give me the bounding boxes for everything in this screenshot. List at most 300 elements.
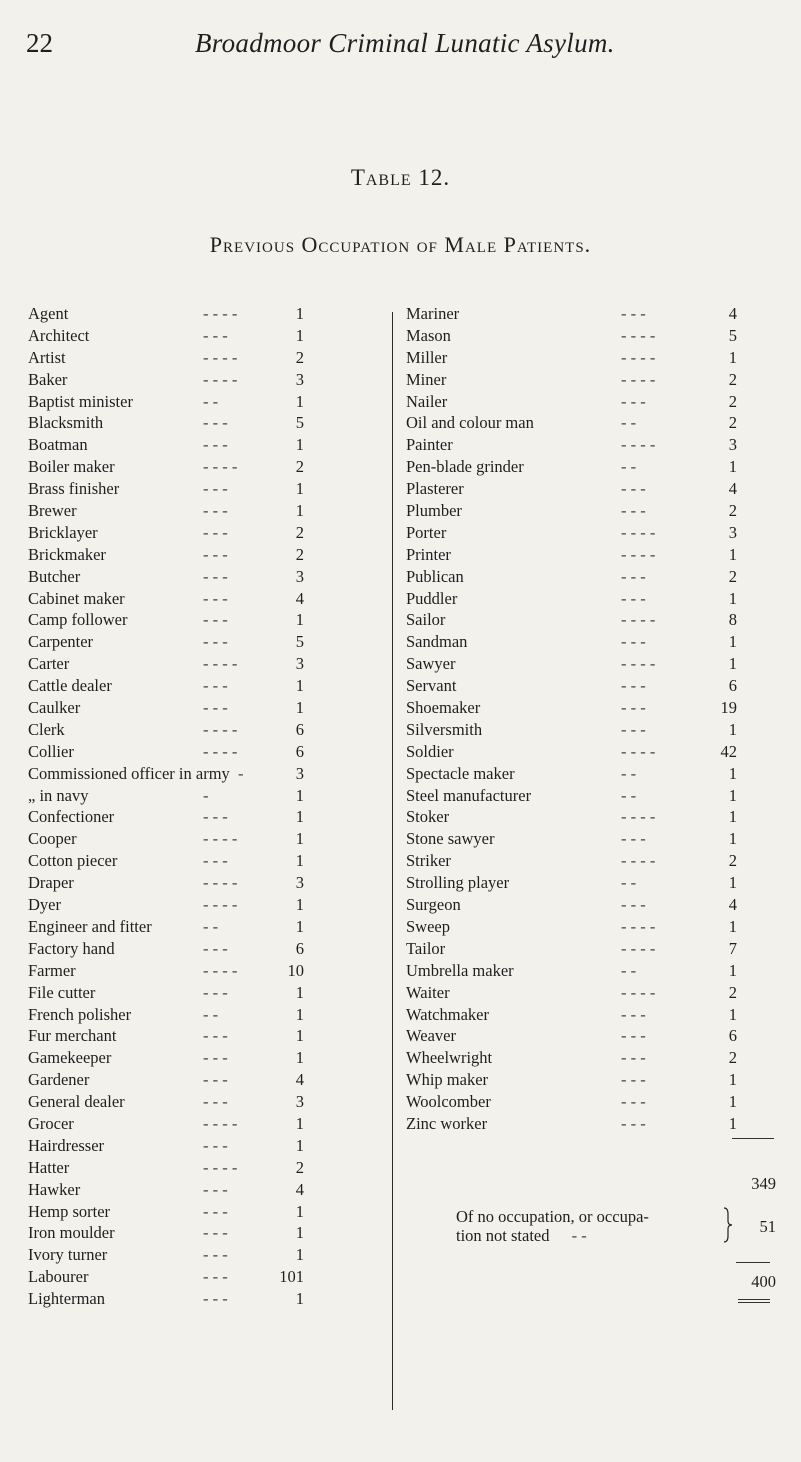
- no-occupation-note: [456, 1207, 649, 1245]
- table-row: [406, 872, 770, 894]
- no-occupation-line-1: Of no occupation, or occupa-: [456, 1207, 649, 1226]
- table-row: [28, 960, 390, 982]
- table-row: [28, 1047, 390, 1069]
- table-row: [406, 938, 770, 960]
- occupation-name: Dyer: [28, 895, 61, 915]
- table-row: [28, 1091, 390, 1113]
- patient-count: 5: [728, 325, 737, 345]
- occupation-name: Stone sawyer: [406, 829, 495, 849]
- leader-dashes: - - - -: [203, 347, 238, 367]
- occupation-name: Draper: [28, 873, 74, 893]
- table-row: [406, 566, 770, 588]
- patient-count: 2: [728, 413, 737, 433]
- leader-dashes: - - -: [621, 1048, 646, 1068]
- leader-dashes: - - - -: [203, 369, 238, 389]
- occupation-name: Spectacle maker: [406, 763, 515, 783]
- occupation-name: Hemp sorter: [28, 1201, 111, 1221]
- patient-count: 1: [728, 457, 737, 477]
- occupation-name: Steel manufacturer: [406, 785, 532, 805]
- patient-count: 2: [295, 544, 304, 564]
- leader-dashes: - - - -: [203, 304, 238, 323]
- table-row: [406, 785, 770, 807]
- patient-count: 3: [295, 566, 304, 586]
- patient-count: 2: [728, 1048, 737, 1068]
- patient-count: 1: [728, 873, 737, 893]
- leader-dashes: - -: [621, 873, 637, 893]
- patient-count: 1: [295, 916, 304, 936]
- total-rule: [736, 1262, 770, 1263]
- table-row: [406, 303, 770, 325]
- table-row: [406, 763, 770, 785]
- patient-count: 6: [728, 676, 737, 696]
- occupation-name: Camp follower: [28, 610, 128, 630]
- occupation-name: Miller: [406, 347, 448, 367]
- table-row: [406, 631, 770, 653]
- leader-dashes: - - - -: [621, 654, 656, 674]
- table-row: [28, 982, 390, 1004]
- occupation-name: Plasterer: [406, 479, 464, 499]
- patient-count: 3: [295, 1092, 304, 1112]
- table-row: [28, 347, 390, 369]
- occupation-name: Gamekeeper: [28, 1048, 112, 1068]
- leader-dashes: - - -: [203, 1048, 228, 1068]
- leader-dashes: - - - -: [203, 829, 238, 849]
- leader-dashes: - - - -: [203, 1157, 238, 1177]
- patient-count: 8: [728, 610, 737, 630]
- leader-dashes: - - -: [203, 479, 228, 499]
- leader-dashes: - - -: [203, 522, 228, 542]
- table-row: [406, 828, 770, 850]
- leader-dashes: - - - -: [203, 741, 238, 761]
- table-row: [28, 894, 390, 916]
- leader-dashes: - - -: [621, 698, 646, 718]
- occupation-name: Shoemaker: [406, 698, 481, 718]
- leader-dashes: - - - -: [203, 873, 238, 893]
- table-row: [28, 763, 390, 785]
- leader-dashes: - - - -: [621, 369, 656, 389]
- table-row: [28, 1069, 390, 1091]
- patient-count: 1: [728, 632, 737, 652]
- patient-count: 1: [295, 1289, 304, 1309]
- patient-count: 4: [728, 304, 737, 323]
- occupation-name: Hairdresser: [28, 1135, 105, 1155]
- patient-count: 3: [728, 435, 737, 455]
- leader-dashes: - - - -: [203, 457, 238, 477]
- leader-dashes: - - -: [621, 391, 646, 411]
- occupation-name: Watchmaker: [406, 1004, 489, 1024]
- leader-dashes: - - -: [621, 632, 646, 652]
- patient-count: 42: [720, 741, 737, 761]
- patient-count: 4: [295, 1070, 304, 1090]
- leader-dashes: - - -: [203, 544, 228, 564]
- leader-dashes: - - -: [203, 851, 228, 871]
- leader-dashes: - - - -: [621, 522, 656, 542]
- table-row: [406, 1004, 770, 1026]
- table-row: [28, 697, 390, 719]
- occupation-name: Carter: [28, 654, 70, 674]
- patient-count: 1: [295, 829, 304, 849]
- occupation-name: Agent: [28, 304, 69, 323]
- occupation-name: Boiler maker: [28, 457, 115, 477]
- table-row: [406, 1025, 770, 1047]
- patient-count: 1: [295, 1223, 304, 1243]
- leader-dashes: - - -: [203, 501, 228, 521]
- table-row: [406, 347, 770, 369]
- patient-count: 1: [295, 304, 304, 323]
- occupation-name: Soldier: [406, 741, 454, 761]
- occupation-name: Brass finisher: [28, 479, 120, 499]
- patient-count: 4: [728, 479, 737, 499]
- table-row: [406, 806, 770, 828]
- occupation-name: Silversmith: [406, 719, 483, 739]
- patient-count: 2: [728, 851, 737, 871]
- occupation-name: Sailor: [406, 610, 446, 630]
- patient-count: 1: [728, 1004, 737, 1024]
- table-row: [406, 500, 770, 522]
- patient-count: 1: [728, 654, 737, 674]
- patient-count: 1: [295, 1135, 304, 1155]
- subtotal-value: 349: [751, 1174, 776, 1193]
- occupation-name: Grocer: [28, 1113, 74, 1133]
- patient-count: 2: [295, 347, 304, 367]
- table-row: [28, 1179, 390, 1201]
- occupation-name: Strolling player: [406, 873, 510, 893]
- leader-dashes: -: [238, 763, 244, 783]
- leader-dashes: - - - -: [621, 325, 656, 345]
- leader-dashes: - - -: [621, 1004, 646, 1024]
- leader-dashes: - - -: [203, 807, 228, 827]
- occupation-name: Mason: [406, 325, 451, 345]
- table-row: [28, 653, 390, 675]
- table-row: [28, 785, 390, 807]
- occupation-name: Surgeon: [406, 895, 461, 915]
- occupation-name: Architect: [28, 325, 90, 345]
- table-row: [28, 1266, 390, 1288]
- patient-count: 1: [728, 807, 737, 827]
- table-row: [406, 434, 770, 456]
- occupation-name: Umbrella maker: [406, 960, 514, 980]
- running-title: Broadmoor Criminal Lunatic Asylum.: [195, 28, 615, 58]
- patient-count: 1: [295, 1026, 304, 1046]
- table-title: Table 12.: [350, 165, 451, 190]
- table-row: [28, 434, 390, 456]
- table-row: [28, 325, 390, 347]
- leader-dashes: - -: [203, 391, 219, 411]
- patient-count: 7: [728, 938, 737, 958]
- patient-count: 1: [295, 325, 304, 345]
- patient-count: 1: [295, 807, 304, 827]
- page-number: 22: [26, 28, 53, 58]
- occupation-name: Wheelwright: [406, 1048, 493, 1068]
- leader-dashes: - - - -: [203, 654, 238, 674]
- leader-dashes: - -: [621, 457, 637, 477]
- leader-dashes: - - -: [621, 1092, 646, 1112]
- occupation-name: Boatman: [28, 435, 88, 455]
- table-row: [28, 850, 390, 872]
- occupation-name: Farmer: [28, 960, 76, 980]
- occupation-name: Plumber: [406, 501, 462, 521]
- table-row: [406, 456, 770, 478]
- leader-dashes: - - -: [621, 566, 646, 586]
- occupation-name: Fur merchant: [28, 1026, 117, 1046]
- table-row: [28, 391, 390, 413]
- leader-dashes: - - -: [203, 1070, 228, 1090]
- leader-dashes: - - -: [621, 588, 646, 608]
- leader-dashes: - - -: [621, 1070, 646, 1090]
- occupation-name: Baptist minister: [28, 391, 133, 411]
- patient-count: 1: [728, 763, 737, 783]
- table-row: [406, 391, 770, 413]
- table-row: [28, 1135, 390, 1157]
- patient-count: 1: [295, 895, 304, 915]
- occupation-name: Hatter: [28, 1157, 70, 1177]
- occupation-name: Puddler: [406, 588, 458, 608]
- leader-dashes: - - - -: [621, 916, 656, 936]
- occupation-name: Carpenter: [28, 632, 94, 652]
- patient-count: 1: [728, 719, 737, 739]
- occupation-name: Clerk: [28, 719, 65, 739]
- leader-dashes: - -: [621, 960, 637, 980]
- table-row: [28, 369, 390, 391]
- patient-count: 4: [728, 895, 737, 915]
- occupation-name: General dealer: [28, 1092, 125, 1112]
- patient-count: 1: [728, 588, 737, 608]
- occupation-name: Confectioner: [28, 807, 115, 827]
- patient-count: 1: [295, 785, 304, 805]
- occupation-name: Pen-blade grinder: [406, 457, 524, 477]
- leader-dashes: - - -: [203, 1289, 228, 1309]
- no-occupation-line-2-wrap: [456, 1226, 649, 1245]
- leader-dashes: - - -: [621, 895, 646, 915]
- table-row: [28, 609, 390, 631]
- table-row: [406, 653, 770, 675]
- table-row: [28, 303, 390, 325]
- patient-count: 2: [728, 982, 737, 1002]
- leader-dashes: - - -: [621, 719, 646, 739]
- leader-dashes: - - -: [203, 676, 228, 696]
- leader-dashes: - - -: [203, 1223, 228, 1243]
- leader-dashes: - - -: [621, 1113, 646, 1133]
- table-row: [406, 369, 770, 391]
- occupation-name: Cooper: [28, 829, 77, 849]
- table-row: [406, 916, 770, 938]
- column-divider: [392, 312, 393, 1410]
- table-row: [406, 982, 770, 1004]
- leader-dashes: - - - -: [203, 895, 238, 915]
- leader-dashes: - - -: [203, 938, 228, 958]
- patient-count: 4: [295, 588, 304, 608]
- patient-count: 3: [295, 369, 304, 389]
- table-row: [406, 544, 770, 566]
- occupation-name: Sawyer: [406, 654, 456, 674]
- patient-count: 19: [720, 698, 737, 718]
- patient-count: 1: [295, 698, 304, 718]
- occupation-name: File cutter: [28, 982, 96, 1002]
- table-row: [406, 588, 770, 610]
- table-row: [28, 1288, 390, 1310]
- leader-dashes: - - - -: [621, 851, 656, 871]
- table-row: [28, 456, 390, 478]
- no-occupation-dashes: - -: [571, 1226, 587, 1245]
- patient-count: 2: [295, 522, 304, 542]
- leader-dashes: - - - -: [621, 610, 656, 630]
- table-row: [28, 1201, 390, 1223]
- leader-dashes: - - -: [203, 632, 228, 652]
- table-row: [406, 1113, 770, 1135]
- leader-dashes: - - -: [203, 610, 228, 630]
- occupation-name: Bricklayer: [28, 522, 98, 542]
- patient-count: 1: [295, 501, 304, 521]
- occupation-name: Commissioned officer in army: [28, 763, 230, 783]
- leader-dashes: - - - -: [621, 807, 656, 827]
- occupation-name: Tailor: [406, 938, 446, 958]
- patient-count: 3: [295, 873, 304, 893]
- leader-dashes: - - - -: [203, 1113, 238, 1133]
- patient-count: 6: [728, 1026, 737, 1046]
- table-row: [28, 675, 390, 697]
- leader-dashes: - - -: [203, 1267, 228, 1287]
- leader-dashes: - - -: [621, 304, 646, 323]
- table-row: [406, 522, 770, 544]
- occupation-name: Sandman: [406, 632, 468, 652]
- leader-dashes: - - -: [203, 435, 228, 455]
- table-row: [28, 1004, 390, 1026]
- patient-count: 5: [295, 413, 304, 433]
- leader-dashes: - -: [203, 1004, 219, 1024]
- patient-count: 1: [728, 347, 737, 367]
- patient-count: 1: [295, 1113, 304, 1133]
- patient-count: 1: [295, 610, 304, 630]
- occupation-name: Servant: [406, 676, 457, 696]
- leader-dashes: - - - -: [621, 938, 656, 958]
- table-row: [28, 1025, 390, 1047]
- occupation-name: Printer: [406, 544, 451, 564]
- no-occupation-value: 51: [759, 1217, 776, 1236]
- patient-count: 1: [728, 544, 737, 564]
- table-row: [28, 1244, 390, 1266]
- leader-dashes: - - -: [203, 1026, 228, 1046]
- table-row: [406, 719, 770, 741]
- leader-dashes: - - -: [621, 1026, 646, 1046]
- leader-dashes: - - - -: [621, 435, 656, 455]
- patient-count: 2: [295, 457, 304, 477]
- grand-total-value: 400: [751, 1272, 776, 1291]
- patient-count: 1: [728, 1092, 737, 1112]
- patient-count: 10: [287, 960, 304, 980]
- table-row: [406, 1047, 770, 1069]
- leader-dashes: - - -: [203, 566, 228, 586]
- table-row: [28, 1157, 390, 1179]
- leader-dashes: - - - -: [203, 719, 238, 739]
- leader-dashes: - - - -: [621, 741, 656, 761]
- table-row: [406, 697, 770, 719]
- patient-count: 2: [295, 1157, 304, 1177]
- leader-dashes: - - -: [621, 501, 646, 521]
- patient-count: 1: [295, 982, 304, 1002]
- double-rule-bottom: [738, 1302, 770, 1303]
- patient-count: 1: [728, 916, 737, 936]
- occupation-name: Woolcomber: [406, 1092, 491, 1112]
- table-row: [28, 828, 390, 850]
- occupation-name: Waiter: [406, 982, 450, 1002]
- occupation-list-right: [406, 303, 770, 1135]
- leader-dashes: - - -: [203, 413, 228, 433]
- leader-dashes: - - -: [203, 1201, 228, 1221]
- patient-count: 1: [295, 1048, 304, 1068]
- patient-count: 1: [295, 676, 304, 696]
- occupation-name: Iron moulder: [28, 1223, 115, 1243]
- table-row: [28, 631, 390, 653]
- table-row: [28, 500, 390, 522]
- occupation-name: French polisher: [28, 1004, 132, 1024]
- occupation-name: Cabinet maker: [28, 588, 125, 608]
- leader-dashes: - -: [621, 763, 637, 783]
- patient-count: 3: [295, 763, 304, 783]
- leader-dashes: - - -: [203, 982, 228, 1002]
- table-row: [28, 1222, 390, 1244]
- leader-dashes: -: [203, 785, 209, 805]
- table-row: [28, 522, 390, 544]
- table-row: [406, 850, 770, 872]
- patient-count: 1: [728, 1113, 737, 1133]
- subtotal-rule: [732, 1138, 774, 1139]
- leader-dashes: - - -: [621, 479, 646, 499]
- table-row: [28, 916, 390, 938]
- leader-dashes: - - - -: [621, 347, 656, 367]
- leader-dashes: - - -: [203, 1179, 228, 1199]
- occupation-name: Factory hand: [28, 938, 115, 958]
- table-row: [28, 938, 390, 960]
- occupation-name: Labourer: [28, 1267, 89, 1287]
- patient-count: 3: [295, 654, 304, 674]
- occupation-name: „ in navy: [28, 785, 89, 805]
- leader-dashes: - - -: [203, 1245, 228, 1265]
- patient-count: 1: [295, 1201, 304, 1221]
- patient-count: 6: [295, 719, 304, 739]
- leader-dashes: - - - -: [203, 960, 238, 980]
- occupation-name: Publican: [406, 566, 464, 586]
- patient-count: 4: [295, 1179, 304, 1199]
- table-row: [28, 544, 390, 566]
- patient-count: 1: [728, 1070, 737, 1090]
- table-row: [28, 741, 390, 763]
- occupation-name: Brewer: [28, 501, 77, 521]
- leader-dashes: - - -: [203, 325, 228, 345]
- table-row: [406, 1091, 770, 1113]
- table-row: [406, 1069, 770, 1091]
- table-row: [406, 478, 770, 500]
- table-row: [28, 719, 390, 741]
- leader-dashes: - - -: [621, 829, 646, 849]
- table-row: [406, 325, 770, 347]
- table-row: [28, 1113, 390, 1135]
- leader-dashes: - -: [621, 413, 637, 433]
- occupation-name: Ivory turner: [28, 1245, 108, 1265]
- patient-count: 1: [295, 1004, 304, 1024]
- patient-count: 2: [728, 501, 737, 521]
- leader-dashes: - -: [621, 785, 637, 805]
- patient-count: 6: [295, 741, 304, 761]
- occupation-name: Zinc worker: [406, 1113, 488, 1133]
- patient-count: 6: [295, 938, 304, 958]
- occupation-name: Caulker: [28, 698, 81, 718]
- patient-count: 2: [728, 566, 737, 586]
- table-row: [406, 675, 770, 697]
- occupation-name: Collier: [28, 741, 74, 761]
- leader-dashes: - - -: [621, 676, 646, 696]
- patient-count: 2: [728, 369, 737, 389]
- table-row: [406, 741, 770, 763]
